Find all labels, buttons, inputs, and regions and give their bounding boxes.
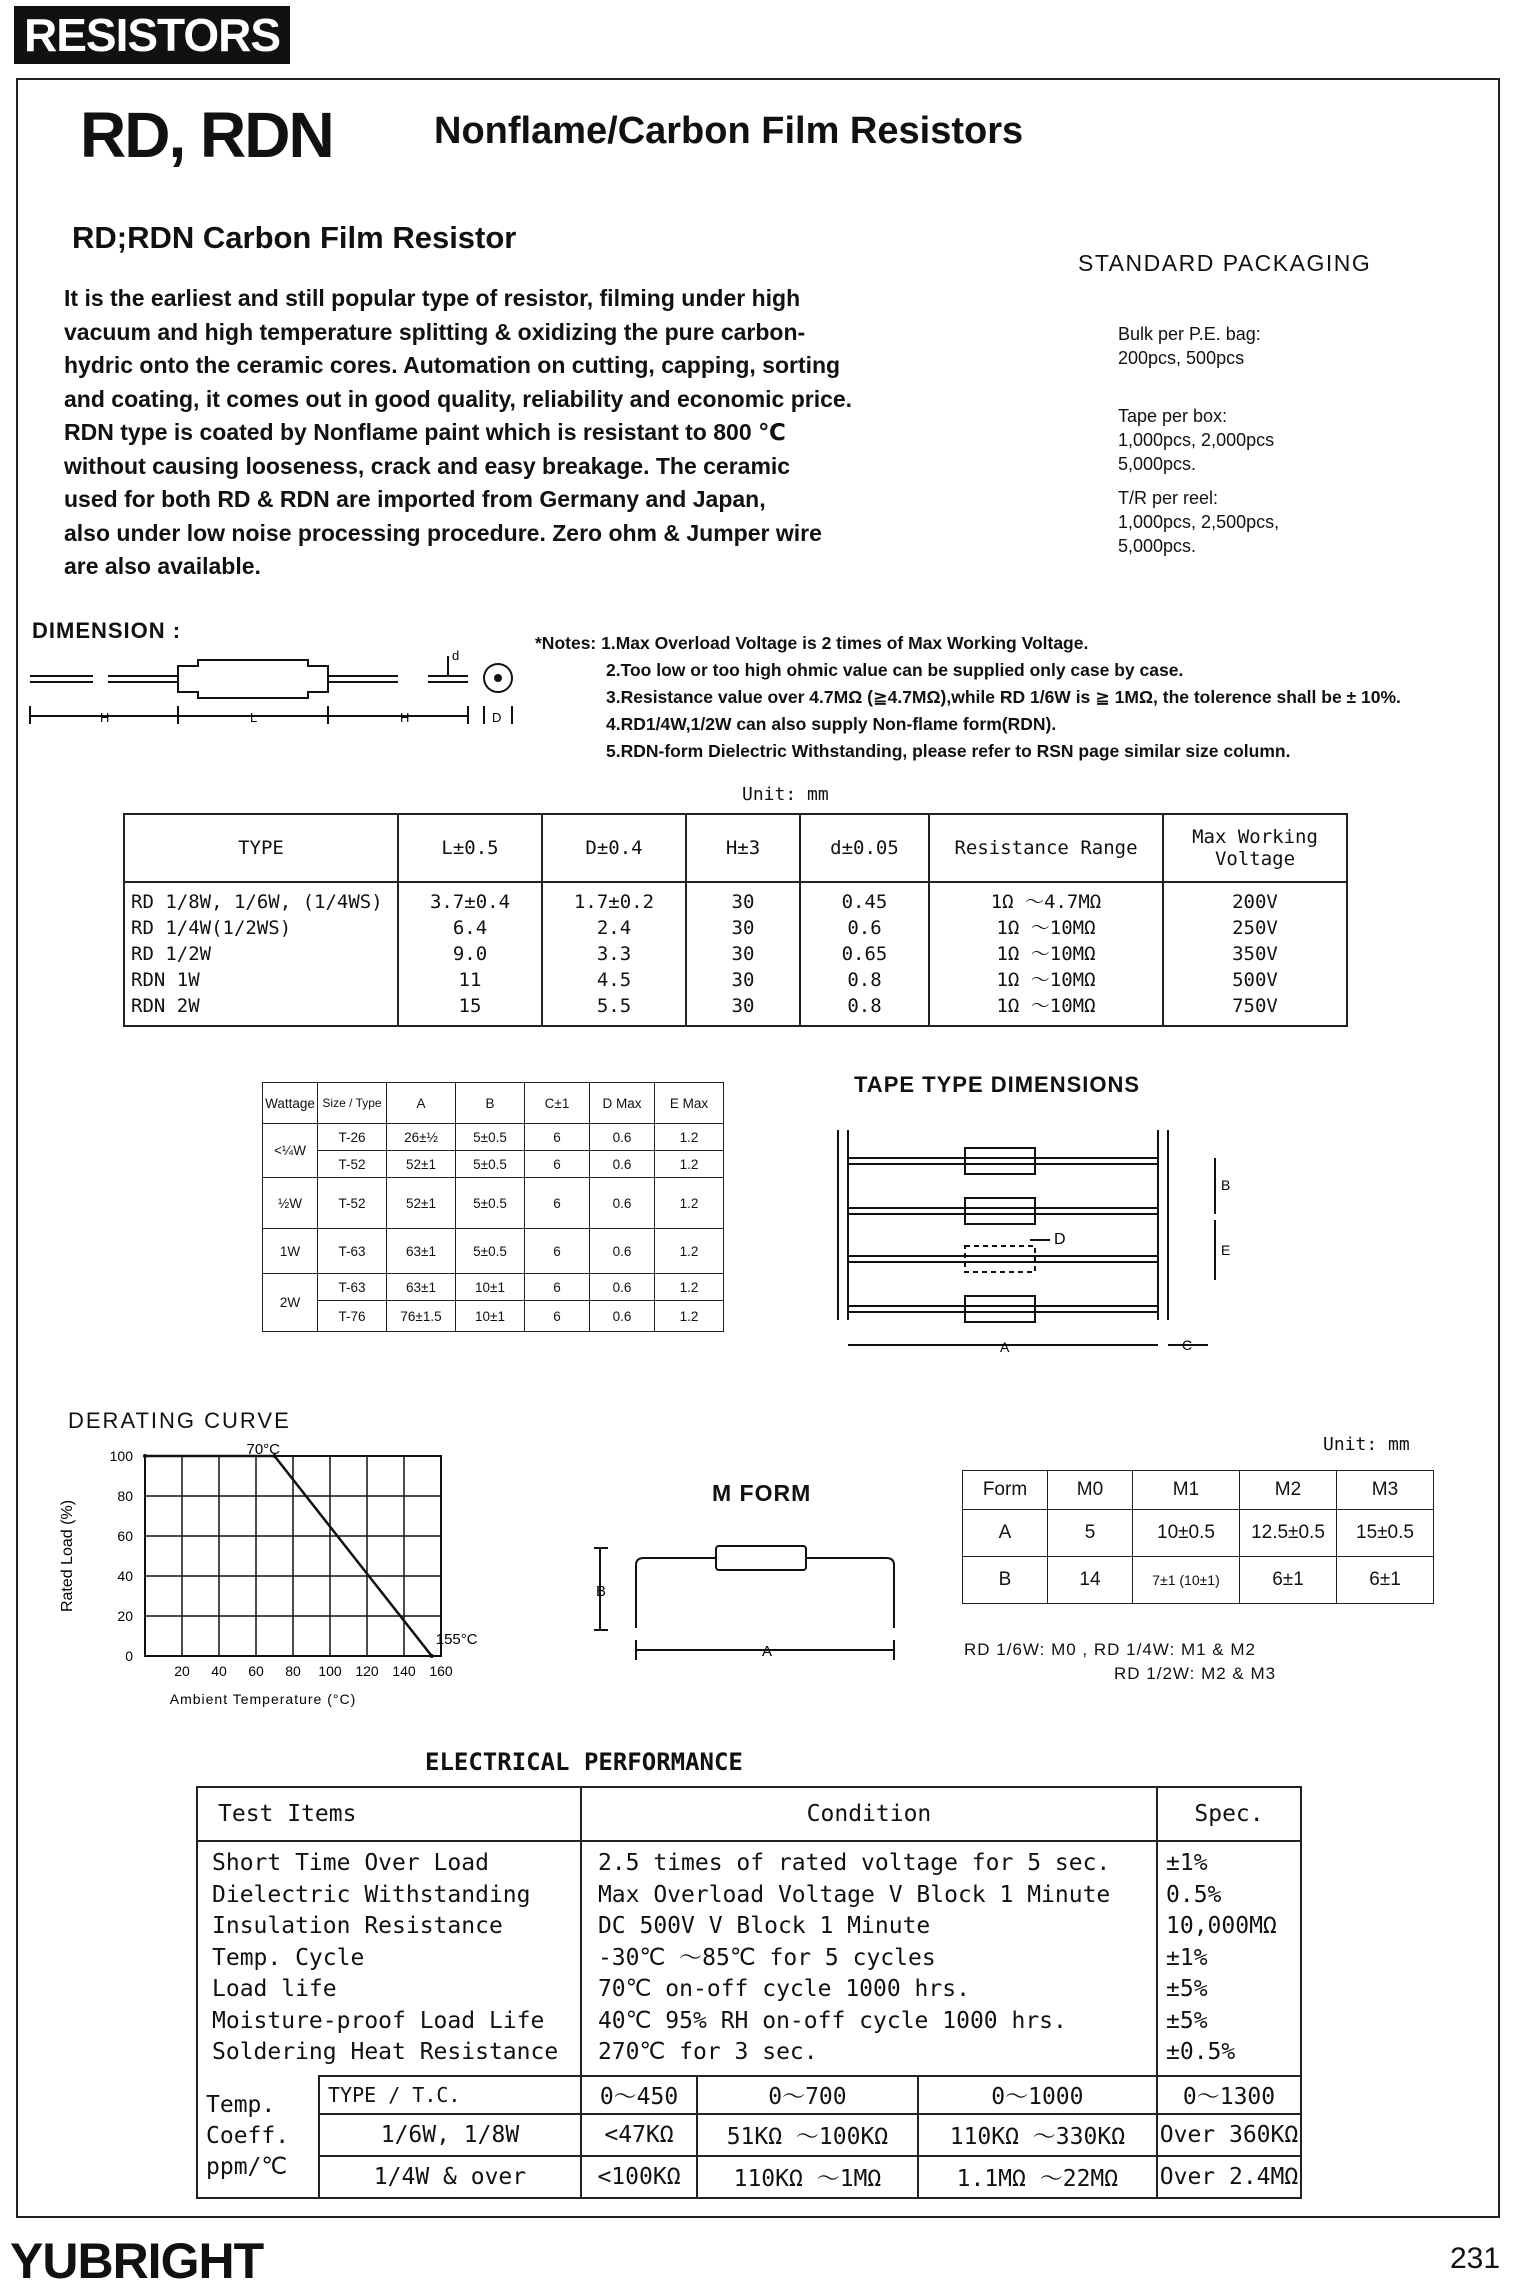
col-header: M1 xyxy=(1133,1471,1240,1510)
cell: 10±1 xyxy=(456,1274,525,1301)
tape-dimensions-drawing xyxy=(810,1120,1240,1370)
page-title: Nonflame/Carbon Film Resistors xyxy=(434,110,1024,152)
cell: 6 xyxy=(525,1229,590,1274)
cell: Short Time Over Load xyxy=(212,1850,489,1876)
cell: 1.1MΩ ～22MΩ xyxy=(918,2156,1157,2198)
cell: 6 xyxy=(525,1274,590,1301)
cell: 1.2 xyxy=(655,1274,724,1301)
cell: -30℃ ～85℃ for 5 cycles xyxy=(597,1944,936,1971)
col-header: Wattage xyxy=(263,1083,318,1124)
cell: 10±1 xyxy=(456,1301,525,1332)
cell: 0.6 xyxy=(590,1229,655,1274)
col-header: A xyxy=(387,1083,456,1124)
cell: 51KΩ ～100KΩ xyxy=(697,2114,918,2156)
cell: 76±1.5 xyxy=(387,1301,456,1332)
cell: 5±0.5 xyxy=(456,1124,525,1151)
col-header: Form xyxy=(963,1471,1048,1510)
dimension-title: DIMENSION : xyxy=(32,618,182,643)
dim-label-d: D xyxy=(492,710,502,725)
x-tick-label: 120 xyxy=(355,1663,379,1679)
col-header: M3 xyxy=(1337,1471,1434,1510)
x-tick-label: 40 xyxy=(211,1663,227,1679)
cell: <47KΩ xyxy=(581,2114,697,2156)
cell: 1.2 xyxy=(655,1229,724,1274)
table-header-row xyxy=(263,1083,724,1124)
table-row xyxy=(263,1301,724,1332)
cell: 12.5±0.5 xyxy=(1240,1510,1337,1557)
tape-label-e: E xyxy=(1221,1242,1231,1258)
wire-d-cells xyxy=(800,882,929,1026)
cell: Temp. Cycle xyxy=(212,1944,365,1971)
tc-header: 0～1300 xyxy=(1157,2076,1301,2114)
type-label: Type xyxy=(355,1096,382,1110)
table-row xyxy=(263,1274,724,1301)
mform-unit: Unit: mm xyxy=(1323,1434,1410,1455)
table-row xyxy=(263,1124,724,1151)
note-line: 5.RDN-form Dielectric Withstanding, please refer to RSN page similar size column. xyxy=(606,741,1291,761)
col-header: Max Working Voltage xyxy=(1163,814,1347,882)
col-header: L±0.5 xyxy=(398,814,542,882)
table-row xyxy=(197,2156,1301,2198)
cell: 0.6 xyxy=(847,917,882,939)
cell: 0.6 xyxy=(590,1178,655,1229)
cell: 6±1 xyxy=(1337,1557,1434,1604)
col-header: TYPE xyxy=(124,814,398,882)
cell: 110KΩ ～1MΩ xyxy=(697,2156,918,2198)
cell: 0.5% xyxy=(1166,1881,1222,1908)
tape-dimensions-title: TAPE TYPE DIMENSIONS xyxy=(854,1072,1141,1097)
col-header: d±0.05 xyxy=(800,814,929,882)
specs xyxy=(1157,1841,1301,2076)
cell: 30 xyxy=(731,917,755,939)
intro-line: It is the earliest and still popular type of resistor, filming under high xyxy=(64,285,801,311)
packaging-label: Bulk per P.E. bag: xyxy=(1118,324,1261,344)
l-cells xyxy=(398,882,542,1026)
tape-label-a: A xyxy=(1000,1339,1010,1355)
tc-tc-label: T.C. xyxy=(412,2082,461,2107)
cell: 1Ω ～10MΩ xyxy=(996,969,1096,991)
col-header: M0 xyxy=(1048,1471,1133,1510)
cell: 52±1 xyxy=(387,1178,456,1229)
cell: 26±½ xyxy=(387,1124,456,1151)
cell: 0.6 xyxy=(590,1301,655,1332)
packaging-label: Tape per box: xyxy=(1118,406,1228,426)
tc-header: 0～1000 xyxy=(918,2076,1157,2114)
cell: 2.5 times of rated voltage for 5 sec. xyxy=(597,1850,1111,1876)
cell: 250V xyxy=(1232,917,1278,939)
cell: 1.2 xyxy=(655,1301,724,1332)
col-header: Resistance Range xyxy=(929,814,1163,882)
cell: 15 xyxy=(458,995,482,1017)
cell: 110KΩ ～330KΩ xyxy=(918,2114,1157,2156)
cell: 1.7±0.2 xyxy=(573,891,655,913)
mform-note: RD 1/2W: M2 & M3 xyxy=(1114,1664,1277,1683)
notes-block xyxy=(535,630,1401,765)
cell: ±0.5% xyxy=(1166,2039,1236,2065)
cell: Max Overload Voltage V Block 1 Minute xyxy=(597,1881,1111,1908)
packaging-value: 1,000pcs, 2,000pcs xyxy=(1118,430,1275,450)
cell: 30 xyxy=(731,995,755,1017)
y-axis-label: Rated Load (%) xyxy=(59,1499,76,1613)
mform-label-a: A xyxy=(762,1643,773,1660)
packaging-label: T/R per reel: xyxy=(1118,488,1219,508)
cell: 5±0.5 xyxy=(456,1178,525,1229)
cell: 2.4 xyxy=(596,917,632,939)
cell: 30 xyxy=(731,891,755,913)
cell: 0.8 xyxy=(847,969,882,991)
cell: RD 1/2W xyxy=(131,943,212,965)
test-items xyxy=(197,1841,581,2076)
intro-line: used for both RD & RDN are imported from Germany and Japan, xyxy=(64,486,766,512)
dim-label-l: L xyxy=(250,710,258,725)
cell: 6 xyxy=(525,1124,590,1151)
annotation-70c: 70°C xyxy=(246,1441,281,1458)
cell: 1Ω ～10MΩ xyxy=(996,943,1096,965)
spec-table xyxy=(123,813,1348,1027)
intro-line: are also available. xyxy=(64,553,261,579)
cell: ±5% xyxy=(1166,2007,1208,2034)
cell: 70℃ on-off cycle 1000 hrs. xyxy=(597,1976,970,2002)
cell: 63±1 xyxy=(387,1229,456,1274)
cell: 0.8 xyxy=(847,995,882,1017)
cell: 1.2 xyxy=(655,1151,724,1178)
electrical-table xyxy=(196,1786,1302,2199)
mform-label-b: B xyxy=(596,1583,607,1600)
intro-line: also under low noise processing procedure. Zero ohm & Jumper wire xyxy=(64,519,822,546)
section-title: RD;RDN Carbon Film Resistor xyxy=(72,220,517,255)
y-tick-label: 80 xyxy=(117,1488,133,1504)
col-header: D±0.4 xyxy=(542,814,686,882)
col-header: D Max xyxy=(590,1083,655,1124)
table-header-row xyxy=(124,814,1347,882)
packaging-value: 200pcs, 500pcs xyxy=(1118,348,1245,368)
mform-note: RD 1/6W: M0 , RD 1/4W: M1 & M2 xyxy=(964,1640,1256,1659)
dim-label-h: H xyxy=(100,710,110,725)
page-number: 231 xyxy=(1450,2242,1501,2275)
packaging-tape xyxy=(1118,404,1274,476)
cell: <¼W xyxy=(263,1124,318,1178)
cell: <100KΩ xyxy=(581,2156,697,2198)
cell: 350V xyxy=(1232,943,1278,965)
col-header: C±1 xyxy=(525,1083,590,1124)
table-header-row xyxy=(963,1471,1434,1510)
col-header: Size / Type xyxy=(318,1083,387,1124)
intro-line: and coating, it comes out in good quality, reliability and economic price. xyxy=(64,385,853,412)
brand-footer: YUBRIGHT xyxy=(10,2233,264,2289)
x-tick-label: 100 xyxy=(318,1663,342,1679)
tc-label: Temp. Coeff. ppm/℃ xyxy=(197,2076,319,2198)
cell: 6 xyxy=(525,1151,590,1178)
spec-unit: Unit: mm xyxy=(742,784,829,805)
cell: 1Ω ～10MΩ xyxy=(996,995,1096,1017)
cell: 15±0.5 xyxy=(1337,1510,1434,1557)
cell: ±1% xyxy=(1166,1850,1208,1876)
table-row xyxy=(197,2114,1301,2156)
dim-label-wire-d: d xyxy=(452,648,460,663)
cell: 6 xyxy=(525,1301,590,1332)
table-header-row xyxy=(197,1787,1301,1841)
cell: RD 1/4W(1/2WS) xyxy=(131,917,292,939)
y-tick-label: 20 xyxy=(117,1608,133,1624)
table-row xyxy=(963,1557,1434,1604)
cell: 1.2 xyxy=(655,1178,724,1229)
packaging-reel xyxy=(1118,486,1279,558)
derating-line xyxy=(145,1456,432,1656)
mform-title: M FORM xyxy=(712,1480,812,1506)
cell: Insulation Resistance xyxy=(212,1913,503,1939)
packaging-value: 1,000pcs, 2,500pcs, xyxy=(1118,512,1280,532)
cell: 1/4W & over xyxy=(319,2156,581,2198)
cell: 6.4 xyxy=(452,917,488,939)
category-tag: RESISTORS xyxy=(14,6,290,64)
cell: 10,000MΩ xyxy=(1166,1913,1277,1939)
packaging-value: 5,000pcs. xyxy=(1118,536,1197,556)
x-tick-label: 60 xyxy=(248,1663,264,1679)
table-row xyxy=(263,1151,724,1178)
cell: 5±0.5 xyxy=(456,1151,525,1178)
y-tick-label: 0 xyxy=(125,1648,133,1664)
note-line: *Notes: 1.Max Overload Voltage is 2 times of Max Working Voltage. xyxy=(535,633,1089,653)
resistor-dimension-drawing xyxy=(28,648,528,738)
y-tick-label: 60 xyxy=(117,1528,133,1544)
cell: 7±1 (10±1) xyxy=(1133,1557,1240,1604)
intro-line: vacuum and high temperature splitting & oxidizing the pure carbon- xyxy=(64,318,806,345)
cell: 9.0 xyxy=(452,943,488,965)
cell: 1W xyxy=(263,1229,318,1274)
col-header: Test Items xyxy=(197,1787,581,1841)
cell: 30 xyxy=(731,943,755,965)
tc-header: 0～700 xyxy=(697,2076,918,2114)
cell: T-52 xyxy=(318,1151,387,1178)
cell: 270℃ for 3 sec. xyxy=(597,2039,818,2065)
cell: T-76 xyxy=(318,1301,387,1332)
cell: Load life xyxy=(212,1976,337,2002)
table-body xyxy=(197,1841,1301,2076)
electrical-title: ELECTRICAL PERFORMANCE xyxy=(425,1748,743,1776)
cell: 0.6 xyxy=(590,1151,655,1178)
packaging-bulk xyxy=(1118,322,1261,370)
cell: 11 xyxy=(458,969,482,991)
intro-line: hydric onto the ceramic cores. Automation on cutting, capping, sorting xyxy=(64,352,841,378)
cell: 500V xyxy=(1232,969,1278,991)
col-header: Spec. xyxy=(1157,1787,1301,1841)
cell: 5±0.5 xyxy=(456,1229,525,1274)
cell: ±5% xyxy=(1166,1976,1208,2002)
tc-header-row xyxy=(197,2076,1301,2114)
derating-point xyxy=(143,1454,147,1458)
cell: 40℃ 95% RH on-off cycle 1000 hrs. xyxy=(597,2007,1067,2034)
cell: 5 xyxy=(1048,1510,1133,1557)
col-header: H±3 xyxy=(686,814,800,882)
voltage-cells xyxy=(1163,882,1347,1026)
dim-label-h: H xyxy=(400,710,410,725)
cell: 30 xyxy=(731,969,755,991)
table-row xyxy=(263,1229,724,1274)
derating-point xyxy=(430,1654,434,1658)
note-line: 2.Too low or too high ohmic value can be supplied only case by case. xyxy=(606,660,1184,680)
cell: DC 500V V Block 1 Minute xyxy=(597,1913,931,1939)
packaging-title: STANDARD PACKAGING xyxy=(1078,250,1372,276)
chart-title: DERATING CURVE xyxy=(68,1408,291,1433)
cell: T-26 xyxy=(318,1124,387,1151)
cell: Over 2.4MΩ xyxy=(1157,2156,1301,2198)
cell: A xyxy=(963,1510,1048,1557)
cell: 0.45 xyxy=(841,891,888,913)
cell: 0.6 xyxy=(590,1274,655,1301)
cell: 1Ω ～4.7MΩ xyxy=(990,891,1102,913)
type-cells xyxy=(124,882,398,1026)
col-header: Condition xyxy=(581,1787,1157,1841)
x-tick-label: 160 xyxy=(429,1663,453,1679)
cell: 14 xyxy=(1048,1557,1133,1604)
cell: 4.5 xyxy=(596,969,632,991)
cell: 1.2 xyxy=(655,1124,724,1151)
cell: Dielectric Withstanding xyxy=(212,1881,531,1908)
cell: 1/6W, 1/8W xyxy=(319,2114,581,2156)
cell: 6±1 xyxy=(1240,1557,1337,1604)
range-cells xyxy=(929,882,1163,1026)
derating-chart xyxy=(50,1440,480,1720)
packaging-value: 5,000pcs. xyxy=(1118,454,1197,474)
cell: RDN 1W xyxy=(131,969,200,991)
y-tick-label: 40 xyxy=(117,1568,133,1584)
x-tick-label: 80 xyxy=(285,1663,301,1679)
x-axis-label: Ambient Temperature (°C) xyxy=(169,1691,357,1707)
cell: 5.5 xyxy=(596,995,632,1017)
col-header: B xyxy=(456,1083,525,1124)
cell: B xyxy=(963,1557,1048,1604)
cell: 6 xyxy=(525,1178,590,1229)
y-tick-label: 100 xyxy=(109,1448,133,1464)
d-cells xyxy=(542,882,686,1026)
cell: T-63 xyxy=(318,1274,387,1301)
cell: 3.3 xyxy=(596,943,632,965)
cell: ½W xyxy=(263,1178,318,1229)
cell: 2W xyxy=(263,1274,318,1332)
cell: Over 360KΩ xyxy=(1157,2114,1301,2156)
tc-corner: TYPE / T.C. xyxy=(319,2076,581,2114)
intro-line: without causing looseness, crack and easy breakage. The ceramic xyxy=(64,452,791,479)
tc-type-label: TYPE xyxy=(328,2082,377,2107)
x-tick-label: 140 xyxy=(392,1663,416,1679)
note-line: 3.Resistance value over 4.7MΩ (≧4.7MΩ),while RD 1/6W is ≧ 1MΩ, the tolerence shall be ± 10%. xyxy=(606,687,1401,707)
series-title: RD, RDN xyxy=(80,99,333,171)
x-tick-label: 20 xyxy=(174,1663,190,1679)
cell: Soldering Heat Resistance xyxy=(212,2039,559,2065)
intro-line: RDN type is coated by Nonflame paint which is resistant to 800 ℃ xyxy=(64,419,786,445)
tape-label-c: C xyxy=(1182,1337,1193,1353)
col-header: M2 xyxy=(1240,1471,1337,1510)
cell: 52±1 xyxy=(387,1151,456,1178)
cell: 0.65 xyxy=(841,943,888,965)
cell: Moisture-proof Load Life xyxy=(212,2007,545,2034)
cell: RD 1/8W, 1/6W, (1/4WS) xyxy=(131,891,383,913)
cell: 750V xyxy=(1232,995,1278,1017)
note-line: 4.RD1/4W,1/2W can also supply Non-flame form(RDN). xyxy=(606,714,1057,734)
cell: 3.7±0.4 xyxy=(429,891,511,913)
table-body xyxy=(124,882,1347,1026)
cell: 1Ω ～10MΩ xyxy=(996,917,1096,939)
cell: T-63 xyxy=(318,1229,387,1274)
cell: ±1% xyxy=(1166,1944,1208,1971)
tape-label-b: B xyxy=(1221,1177,1231,1193)
size-label: Size xyxy=(322,1096,346,1110)
annotation-155c: 155°C xyxy=(435,1631,478,1648)
table-row xyxy=(963,1510,1434,1557)
mform-drawing xyxy=(586,1510,926,1670)
tape-table xyxy=(262,1082,724,1332)
conditions xyxy=(581,1841,1157,2076)
cell: T-52 xyxy=(318,1178,387,1229)
h-cells xyxy=(686,882,800,1026)
cell: 0.6 xyxy=(590,1124,655,1151)
tape-label-d: D xyxy=(1054,1231,1066,1248)
table-row xyxy=(263,1178,724,1229)
mform-table xyxy=(962,1470,1434,1604)
cell: 10±0.5 xyxy=(1133,1510,1240,1557)
col-header: E Max xyxy=(655,1083,724,1124)
intro-paragraph xyxy=(64,282,944,584)
cell: 63±1 xyxy=(387,1274,456,1301)
cell: 200V xyxy=(1232,891,1278,913)
cell: RDN 2W xyxy=(131,995,200,1017)
tc-header: 0～450 xyxy=(581,2076,697,2114)
